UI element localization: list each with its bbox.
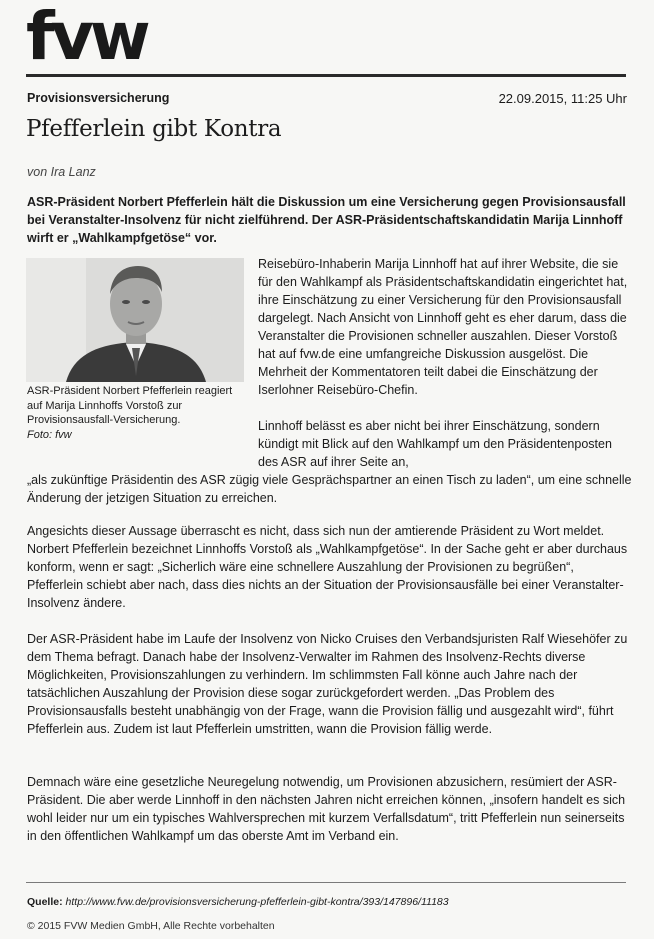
caption-text: ASR-Präsident Norbert Pfefferlein reagiert auf Marija Linnhoffs Vorstoß zur Provisionsausfall-Versicherung.	[27, 385, 233, 426]
publish-date: 22.09.2015, 11:25 Uhr	[498, 91, 627, 106]
article-author: von Ira Lanz	[27, 165, 96, 179]
paragraph-5: Demnach wäre eine gesetzliche Neuregelung notwendig, um Provisionen abzusichern, resümiert der ASR-Präsident. Die aber werde Linnhoff in den nächsten Jahren nicht erreichen können, „insofern handelt es sich wohl leider nur um ein typisches Wahlversprechen mit kurzem Verfallsdatum“, tritt Pfefferlein nun seinerseits in den öffentlichen Wahlkampf um das oberste Amt im Verband ein.	[27, 775, 626, 843]
paragraph-2-wrap	[258, 417, 632, 471]
copyright-notice: © 2015 FVW Medien GmbH, Alle Rechte vorbehalten	[27, 920, 275, 932]
paragraph-2-continued	[27, 471, 632, 507]
footer-rule	[26, 882, 626, 883]
portrait-photo	[26, 258, 244, 382]
article-lead: ASR-Präsident Norbert Pfefferlein hält die Diskussion um eine Versicherung gegen Provisionsausfall bei Veranstalter-Insolvenz für nicht zielführend. Der ASR-Präsidentschaftskandidatin Marija Linnhoff wirft er „Wahlkampfgetöse“ vor.	[27, 195, 626, 245]
paragraph-text: Linnhoff belässt es aber nicht bei ihrer Einschätzung, sondern kündigt mit Blick auf den Wahlkampf um den Präsidentenposten des ASR auf ihrer Seite an,	[258, 419, 612, 469]
photo-credit: Foto: fvw	[27, 428, 72, 441]
portrait-image	[26, 258, 244, 382]
source-link[interactable]: http://www.fvw.de/provisionsversicherung-pfefferlein-gibt-kontra/393/147896/11183	[65, 896, 449, 908]
source-label: Quelle:	[27, 896, 63, 908]
photo-caption	[27, 384, 245, 442]
paragraph-4: Der ASR-Präsident habe im Laufe der Insolvenz von Nicko Cruises den Verbandsjuristen Ralf Wiesehöfer zu dem Thema befragt. Danach habe der Insolvenz-Verwalter im Rahmen des Insolvenz-Rechts diverse Möglichkeiten, Provisionszahlungen zu verhindern. Im schlimmsten Fall könne auch Jahre nach der tatsächlichen Auszahlung der Provision diese sogar zurückgefordert werden. „Das Problem des Provisionsausfalls besteht unabhängig von der Frage, wann die Provision fällig und ausgezahlt wird“, führt Pfefferlein aus. Zudem ist laut Pfefferlein umstritten, wann die Provision fällig werde.	[27, 632, 628, 736]
article-title: Pfefferlein gibt Kontra	[26, 116, 282, 142]
section-kicker: Provisionsversicherung	[27, 91, 170, 105]
source-line	[27, 896, 449, 908]
fvw-logo: fvw	[26, 0, 147, 75]
paragraph-text: Reisebüro-Inhaberin Marija Linnhoff hat auf ihrer Website, die sie für den Wahlkampf als Präsidentschaftskandidatin eingerichtet hat, ihre Einschätzung zu einer Versicherung für den Provisionsausfall dargelegt. Nach Ansicht von Linnhoff geht es eher darum, dass die Veranstalter die Provisionen schneller auszahlen. Dieser Vorstoß hat auf fvw.de eine umfangreiche Diskussion ausgelöst. Die Mehrheit der Kommentatoren teilt dabei die Einschätzung der Iserlohner Reisebüro-Chefin.	[258, 257, 628, 397]
paragraph-3: Angesichts dieser Aussage überrascht es nicht, dass sich nun der amtierende Präsident zu Wort meldet. Norbert Pfefferlein bezeichnet Linnhoffs Vorstoß als „Wahlkampfgetöse“. In der Sache geht er aber durchaus konform, wenn er sagt: „Sicherlich wäre eine schnellere Auszahlung der Provisionen zu begrüßen“, Pfefferlein schiebt aber nach, dass dies nichts an der Situation der Provisionsausfälle bei einer Veranstalter-Insolvenz ändere.	[27, 524, 628, 610]
paragraph-text: „als zukünftige Präsidentin des ASR zügig viele Gesprächspartner an einen Tisch zu laden“, um eine schnelle Änderung der jetzigen Situation zu erreichen.	[27, 473, 632, 505]
header-rule	[26, 74, 626, 77]
paragraph-1	[258, 255, 632, 399]
